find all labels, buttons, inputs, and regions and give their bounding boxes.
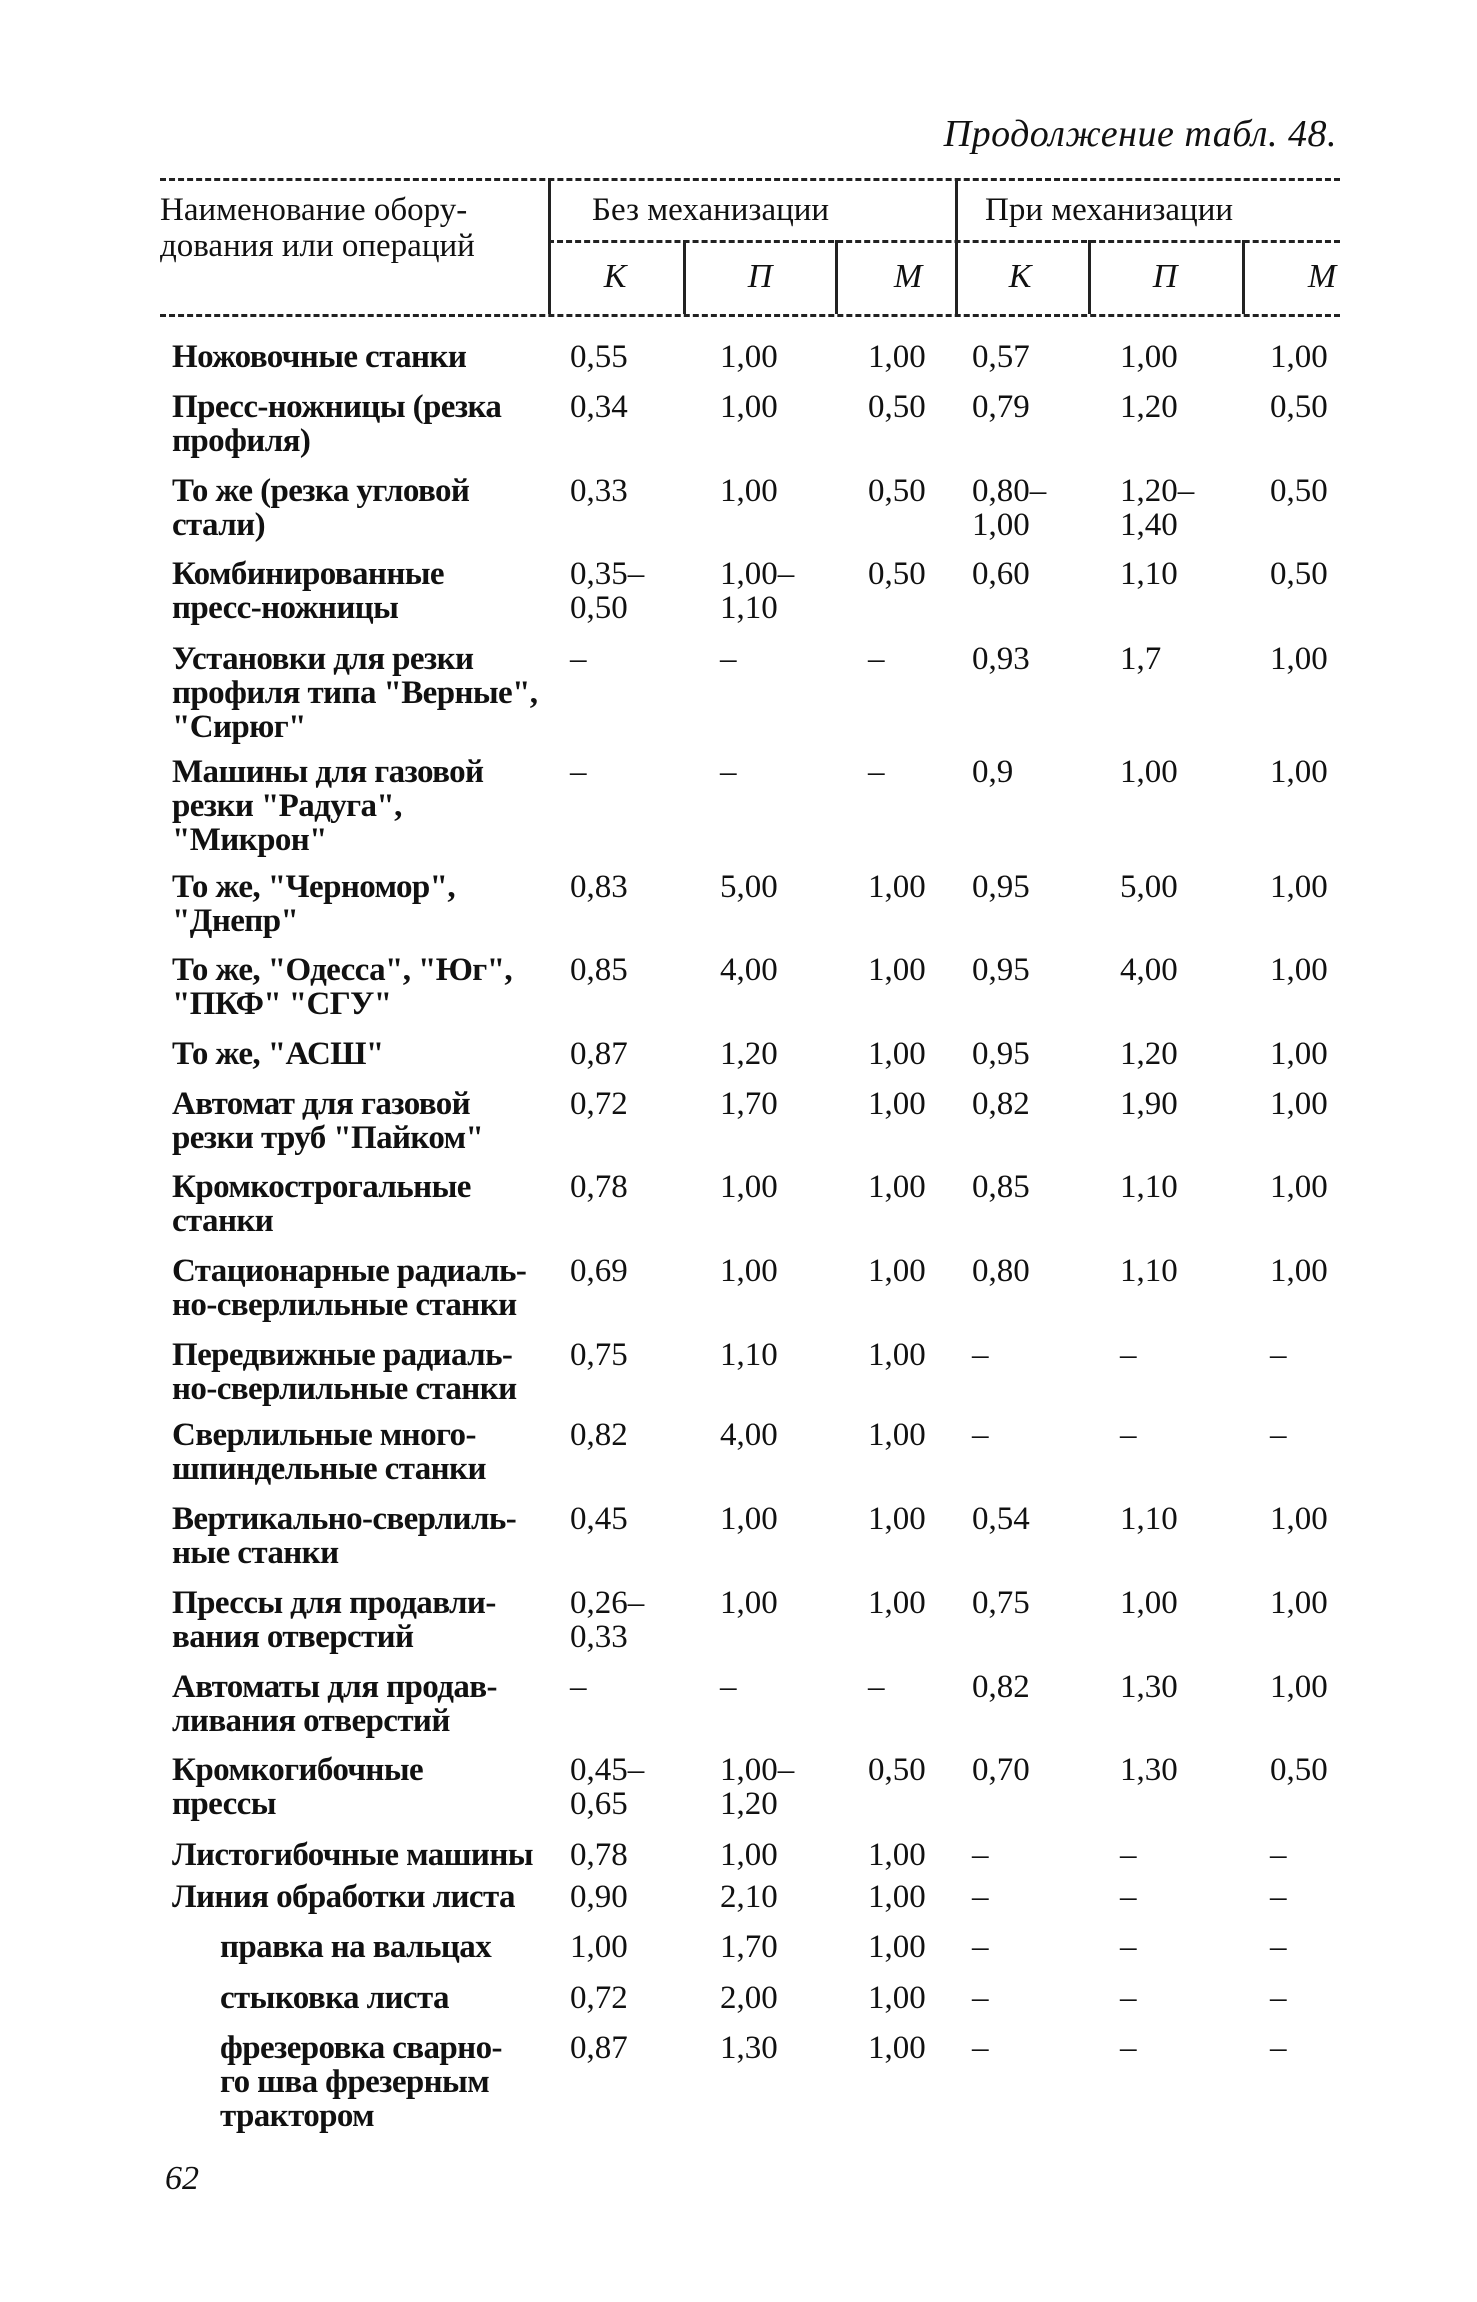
row-value: 1,00 (1270, 641, 1328, 677)
row-value: 1,00 (868, 1879, 926, 1915)
row-value: 1,00 (720, 1253, 778, 1289)
row-value: 1,00 (720, 1837, 778, 1873)
header-bottom-rule (160, 314, 1340, 317)
subheader-p: П (1152, 258, 1178, 295)
row-value: – (720, 1669, 737, 1705)
row-name: Линия обработки листа (172, 1879, 515, 1915)
row-value: 0,45– 0,65 (570, 1752, 645, 1822)
row-value: 0,82 (570, 1417, 628, 1453)
row-value: 0,57 (972, 339, 1030, 375)
row-value: 0,50 (868, 1752, 926, 1788)
row-value: 1,20 (1120, 1036, 1178, 1072)
row-value: – (972, 1337, 989, 1373)
row-value: 0,85 (570, 952, 628, 988)
row-value: – (1120, 1837, 1137, 1873)
row-name: Сверлильные много- шпиндельные станки (172, 1417, 486, 1487)
row-value: 0,50 (1270, 556, 1328, 592)
row-name: Стационарные радиаль- но-сверлильные станки (172, 1253, 527, 1323)
row-value: 1,00 (1270, 1169, 1328, 1205)
row-value: 1,00 (868, 869, 926, 905)
row-name: То же, "Одесса", "Юг", "ПКФ" "СГУ" (172, 952, 513, 1022)
row-value: 0,93 (972, 641, 1030, 677)
row-value: 0,78 (570, 1837, 628, 1873)
row-value: 1,00 (720, 1501, 778, 1537)
row-name: стыковка листа (220, 1980, 449, 2016)
table-row (0, 1753, 1477, 1833)
row-value: 1,00 (868, 1417, 926, 1453)
row-value: 1,30 (1120, 1752, 1178, 1788)
row-value: – (1270, 2030, 1287, 2066)
table-row (0, 1502, 1477, 1582)
table-row (0, 1170, 1477, 1250)
row-value: 1,00 (868, 1501, 926, 1537)
header-subdivider (683, 240, 686, 314)
row-name: правка на вальцах (220, 1929, 492, 1965)
row-name: Кромкострогальные станки (172, 1169, 471, 1239)
row-name: То же, "Черномор", "Днепр" (172, 869, 456, 939)
row-value: 0,95 (972, 869, 1030, 905)
row-value: 2,10 (720, 1879, 778, 1915)
row-name: фрезеровка сварно- го шва фрезерным трактором (220, 2030, 502, 2134)
row-value: 0,80 (972, 1253, 1030, 1289)
table-row (0, 2030, 1477, 2134)
table-row (0, 1586, 1477, 1666)
row-value: 1,00 (868, 1929, 926, 1965)
row-name: То же (резка угловой стали) (172, 473, 470, 543)
row-value: 0,69 (570, 1253, 628, 1289)
row-value: 2,00 (720, 1980, 778, 2016)
row-value: 0,50 (868, 473, 926, 509)
row-value: 1,00 (570, 1929, 628, 1965)
row-value: – (720, 641, 737, 677)
subheader-m: М (1307, 258, 1337, 295)
row-value: – (1120, 1417, 1137, 1453)
row-value: 4,00 (720, 952, 778, 988)
row-value: 1,20 (720, 1036, 778, 1072)
row-value: 0,9 (972, 754, 1014, 790)
row-value: 1,00 (1120, 1585, 1178, 1621)
row-value: 1,10 (1120, 1169, 1178, 1205)
row-value: 1,00 (868, 339, 926, 375)
header-subdivider (1088, 240, 1091, 314)
row-value: – (1270, 1879, 1287, 1915)
table-row (0, 390, 1477, 470)
row-value: 0,72 (570, 1980, 628, 2016)
row-value: 0,55 (570, 339, 628, 375)
row-name: То же, "АСШ" (172, 1036, 384, 1072)
row-value: 1,00 (1270, 1501, 1328, 1537)
row-value: – (1120, 1879, 1137, 1915)
header-name-column: Наименование обору- дования или операций (160, 192, 475, 264)
row-value: 1,00 (1270, 1585, 1328, 1621)
row-value: 1,00 (868, 1086, 926, 1122)
table-row (0, 557, 1477, 637)
row-value: 0,90 (570, 1879, 628, 1915)
row-value: 0,95 (972, 1036, 1030, 1072)
row-value: 0,82 (972, 1669, 1030, 1705)
row-value: 0,95 (972, 952, 1030, 988)
row-value: – (868, 641, 885, 677)
continuation-label: Продолжение табл. 48. (943, 113, 1337, 155)
row-value: 0,26– 0,33 (570, 1585, 645, 1655)
row-value: – (972, 1980, 989, 2016)
row-value: 1,00 (868, 1169, 926, 1205)
row-value: 0,35– 0,50 (570, 556, 645, 626)
row-value: 1,00 (1270, 1253, 1328, 1289)
table-row (0, 1254, 1477, 1334)
row-value: – (972, 1929, 989, 1965)
row-value: 0,83 (570, 869, 628, 905)
row-value: 0,82 (972, 1086, 1030, 1122)
row-name: Листогибочные машины (172, 1837, 533, 1873)
row-value: 1,70 (720, 1929, 778, 1965)
row-value: 5,00 (720, 869, 778, 905)
row-value: 1,00 (1270, 754, 1328, 790)
row-value: – (570, 754, 587, 790)
table-row (0, 1670, 1477, 1750)
row-value: 0,80– 1,00 (972, 473, 1047, 543)
row-name: Машины для газовой резки "Радуга", "Микрон" (172, 754, 484, 858)
row-value: – (1120, 1337, 1137, 1373)
table-row (0, 953, 1477, 1033)
row-value: 1,10 (1120, 1253, 1178, 1289)
row-value: – (1270, 1337, 1287, 1373)
row-value: 1,00– 1,10 (720, 556, 795, 626)
row-value: – (972, 1837, 989, 1873)
row-value: 1,20– 1,40 (1120, 473, 1195, 543)
row-value: 1,00 (720, 1585, 778, 1621)
row-value: 0,50 (1270, 1752, 1328, 1788)
row-value: – (1120, 2030, 1137, 2066)
row-value: 0,50 (868, 389, 926, 425)
row-value: – (972, 1417, 989, 1453)
subheader-p: П (747, 258, 773, 295)
row-value: 1,30 (720, 2030, 778, 2066)
row-value: 0,50 (1270, 389, 1328, 425)
row-name: Передвижные радиаль- но-сверлильные станки (172, 1337, 517, 1407)
table-row (0, 1418, 1477, 1498)
row-value: 5,00 (1120, 869, 1178, 905)
row-value: – (1270, 1929, 1287, 1965)
row-value: 1,10 (720, 1337, 778, 1373)
table-row (0, 474, 1477, 554)
row-value: 1,00 (1120, 754, 1178, 790)
row-value: 0,70 (972, 1752, 1030, 1788)
row-value: – (1270, 1980, 1287, 2016)
row-value: 1,7 (1120, 641, 1162, 677)
row-value: – (1270, 1837, 1287, 1873)
row-value: – (868, 1669, 885, 1705)
row-value: 0,87 (570, 2030, 628, 2066)
row-value: – (1120, 1929, 1137, 1965)
row-value: – (868, 754, 885, 790)
header-mid-rule (548, 240, 1340, 243)
row-value: 4,00 (1120, 952, 1178, 988)
header-subdivider (835, 240, 838, 314)
row-value: 1,00 (720, 339, 778, 375)
row-value: 1,10 (1120, 1501, 1178, 1537)
row-name: Автоматы для продав- ливания отверстий (172, 1669, 497, 1739)
row-value: – (570, 1669, 587, 1705)
row-name: Пресс-ножницы (резка профиля) (172, 389, 502, 459)
row-value: 1,00 (1270, 1036, 1328, 1072)
row-value: 0,50 (868, 556, 926, 592)
row-value: 1,00 (1270, 1086, 1328, 1122)
header-subdivider (1242, 240, 1245, 314)
row-value: 0,87 (570, 1036, 628, 1072)
header-top-rule (160, 178, 1340, 181)
row-value: – (720, 754, 737, 790)
row-value: 1,30 (1120, 1669, 1178, 1705)
row-value: 1,00 (868, 1253, 926, 1289)
table-row (0, 641, 1477, 745)
row-value: 1,90 (1120, 1086, 1178, 1122)
row-value: 0,33 (570, 473, 628, 509)
row-value: 1,00 (1270, 339, 1328, 375)
row-value: 1,20 (1120, 389, 1178, 425)
row-value: 1,00 (868, 2030, 926, 2066)
row-name: Ножовочные станки (172, 339, 467, 375)
row-value: 1,00 (1270, 1669, 1328, 1705)
row-name: Кромкогибочные прессы (172, 1752, 424, 1822)
header-group-mechanization: При механизации (985, 192, 1234, 228)
row-value: 1,00 (868, 952, 926, 988)
row-value: – (1270, 1417, 1287, 1453)
table-row (0, 1338, 1477, 1418)
row-value: 0,54 (972, 1501, 1030, 1537)
row-name: Установки для резки профиля типа "Верные", "Сирюг" (172, 641, 538, 745)
row-value: 1,00 (868, 1837, 926, 1873)
row-name: Вертикально-сверлиль- ные станки (172, 1501, 517, 1571)
subheader-k: К (603, 258, 627, 295)
table-row (0, 754, 1477, 858)
page-number: 62 (165, 2160, 199, 2197)
row-value: 1,00 (1270, 952, 1328, 988)
table-row (0, 1087, 1477, 1167)
row-value: 1,10 (1120, 556, 1178, 592)
row-value: 1,00 (720, 1169, 778, 1205)
row-value: – (570, 641, 587, 677)
row-value: 0,34 (570, 389, 628, 425)
row-value: 1,00 (868, 1585, 926, 1621)
row-value: 4,00 (720, 1417, 778, 1453)
row-value: 0,72 (570, 1086, 628, 1122)
row-value: 1,00 (720, 389, 778, 425)
row-value: 0,50 (1270, 473, 1328, 509)
row-value: 1,00 (1120, 339, 1178, 375)
row-value: 0,75 (972, 1585, 1030, 1621)
row-value: 0,79 (972, 389, 1030, 425)
row-value: 0,85 (972, 1169, 1030, 1205)
row-name: Прессы для продавли- вания отверстий (172, 1585, 496, 1655)
row-value: 1,00– 1,20 (720, 1752, 795, 1822)
row-value: 1,00 (868, 1036, 926, 1072)
row-value: 1,00 (868, 1980, 926, 2016)
row-value: 0,78 (570, 1169, 628, 1205)
row-name: Комбинированные пресс-ножницы (172, 556, 444, 626)
table-row (0, 870, 1477, 950)
row-value: – (972, 2030, 989, 2066)
row-value: – (1120, 1980, 1137, 2016)
row-value: 1,00 (868, 1337, 926, 1373)
row-value: 1,00 (1270, 869, 1328, 905)
row-value: 0,60 (972, 556, 1030, 592)
row-value: 0,45 (570, 1501, 628, 1537)
row-name: Автомат для газовой резки труб "Пайком" (172, 1086, 484, 1156)
row-value: 1,00 (720, 473, 778, 509)
header-divider (548, 178, 551, 314)
row-value: – (972, 1879, 989, 1915)
header-group-no-mechanization: Без механизации (592, 192, 830, 228)
row-value: 0,75 (570, 1337, 628, 1373)
row-value: 1,70 (720, 1086, 778, 1122)
subheader-k: К (1008, 258, 1032, 295)
subheader-m: М (893, 258, 923, 295)
